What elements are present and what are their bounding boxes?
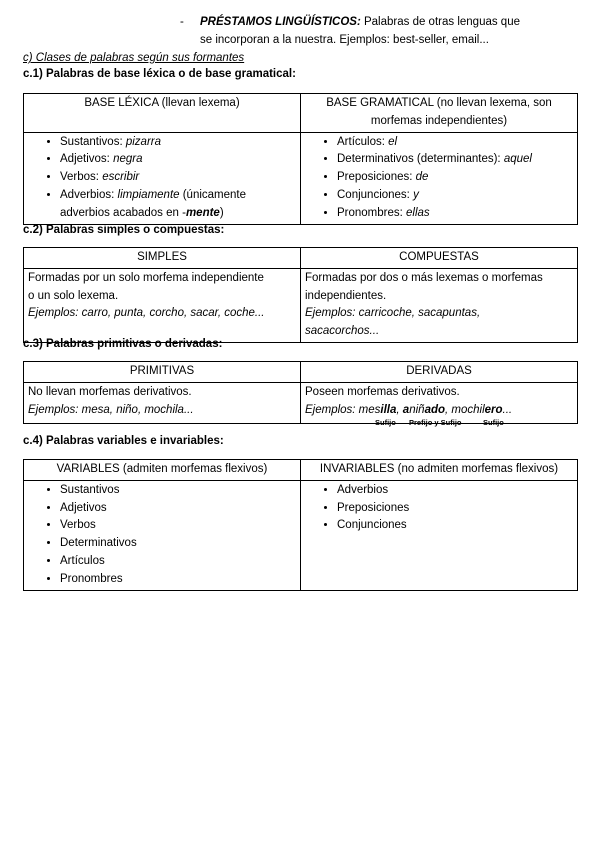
list-item: • Verbos	[60, 517, 296, 535]
list-item: • Artículos	[60, 553, 296, 571]
c2-col1-header: SIMPLES	[24, 248, 301, 269]
list-item: • Determinativos	[60, 535, 296, 553]
c3-col1-header: PRIMITIVAS	[24, 362, 301, 383]
c4-col2-cell	[301, 480, 578, 590]
c4-col1-cell	[24, 480, 301, 590]
list-item: • Determinativos (determinantes): aquel	[337, 151, 573, 169]
c3-table	[23, 361, 578, 427]
list-item: • Sustantivos: pizarra	[60, 134, 296, 152]
c1-table	[23, 93, 578, 225]
label-sufijo-2: Sufijo	[483, 417, 504, 427]
c4-heading: c.4) Palabras variables e invariables:	[23, 435, 224, 447]
c1-col1-cell	[24, 132, 301, 224]
c3-heading: c.3) Palabras primitivas o derivadas:	[23, 338, 223, 350]
list-item: • Pronombres	[60, 571, 296, 589]
list-item: • Artículos: el	[337, 134, 573, 152]
list-dash: -	[180, 16, 184, 28]
list-item: • Adjetivos: negra	[60, 151, 296, 169]
intro-paragraph	[180, 14, 560, 50]
c2-col2-header: COMPUESTAS	[301, 248, 578, 269]
intro-title: PRÉSTAMOS LINGÜÍSTICOS:	[200, 16, 361, 28]
c4-col2-header: INVARIABLES (no admiten morfemas flexivos)	[301, 460, 578, 481]
c2-heading: c.2) Palabras simples o compuestas:	[23, 224, 225, 236]
list-item: • Adverbios: limpiamente (únicamente adverbios acabados en -mente)	[60, 187, 296, 223]
c1-heading: c.1) Palabras de base léxica o de base gramatical:	[23, 68, 296, 80]
label-sufijo-1: Sufijo	[375, 417, 396, 427]
label-prefijo-sufijo: Prefijo y Sufijo	[409, 417, 462, 427]
list-item: • Conjunciones	[337, 517, 573, 535]
list-item: • Preposiciones	[337, 500, 573, 518]
c3-col2-cell: Poseen morfemas derivativos. Ejemplos: mesilla, aniñado, mochilero... Sufijo Prefijo y Sufijo Sufijo	[301, 382, 578, 423]
list-item: • Adjetivos	[60, 500, 296, 518]
c2-table	[23, 247, 578, 343]
c2-col2-cell: Formadas por dos o más lexemas o morfemas independientes. Ejemplos: carricoche, sacapuntas, sacacorchos...	[301, 268, 578, 342]
list-item: • Conjunciones: y	[337, 187, 573, 205]
c4-col1-header: VARIABLES (admiten morfemas flexivos)	[24, 460, 301, 481]
c3-col2-header: DERIVADAS	[301, 362, 578, 383]
c1-col2-cell	[301, 132, 578, 224]
c2-col1-cell: Formadas por un solo morfema independiente o un solo lexema. Ejemplos: carro, punta, corcho, sacar, coche...	[24, 268, 301, 342]
intro-text-line1: Palabras de otras lenguas que	[360, 16, 520, 28]
intro-text-line2: se incorporan a la nuestra. Ejemplos: best-seller, email...	[200, 33, 489, 46]
section-title: c) Clases de palabras según sus formantes	[23, 52, 245, 64]
list-item: • Preposiciones: de	[337, 169, 573, 187]
c1-col2-header: BASE GRAMATICAL (no llevan lexema, son morfemas independientes)	[301, 94, 578, 133]
c4-table	[23, 459, 578, 591]
c1-col1-header: BASE LÉXICA (llevan lexema)	[24, 94, 301, 133]
list-item: • Adverbios	[337, 482, 573, 500]
c3-col1-cell: No llevan morfemas derivativos. Ejemplos: mesa, niño, mochila...	[24, 382, 301, 423]
list-item: • Verbos: escribir	[60, 169, 296, 187]
list-item: • Pronombres: ellas	[337, 205, 573, 223]
list-item: • Sustantivos	[60, 482, 296, 500]
